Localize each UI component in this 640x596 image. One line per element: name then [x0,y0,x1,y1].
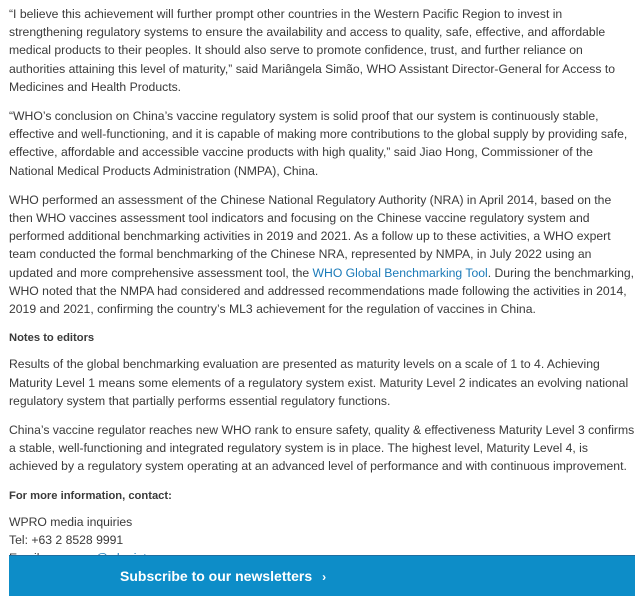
assessment-paragraph [9,191,635,318]
contact-org: WPRO media inquiries [9,514,133,529]
maturity-levels-paragraph: Results of the global benchmarking evaluation are presented as maturity levels on a scale of 1 to 4. Achieving Maturity Level 1 means some elements of a regulatory system exist. Maturity Level 2 indicates an evolving national regulatory system that partially performs essential regulatory functions. [9,357,629,408]
assessment-text-start: WHO performed an assessment of the Chinese National Regulatory Authority (NRA) in April 2014, based on the then WHO vaccines assessment tool indicators and focusing on the Chinese vaccine regulatory system and performed additional benchmarking activities in 2019 and 2021. As a follow up to these activities, a WHO expert team conducted the formal benchmarking of the Chinese NRA, represented by NMPA, in July 2022 using an updated and more comprehensive assessment tool, the [9,192,612,280]
maturity-level-3-paragraph: China’s vaccine regulator reaches new WHO rank to ensure safety, quality & effectiveness Maturity Level 3 confirms a stable, well-functioning and integrated regulatory system is in place. The highest level, Maturity Level 4, is achieved by a regulatory system operating at an advanced level of performance and with continuous improvement. [9,423,635,474]
newsletter-banner[interactable] [9,555,635,596]
chevron-right-icon: › [322,570,327,584]
quote-paragraph-simao: “I believe this achievement will further prompt other countries in the Western Pacific Region to invest in strengthening regulatory systems to ensure the availability and access to quality, safe, effective, and affordable medical products to their peoples. It should also serve to promote confidence, trust, and further reliance on authorities attaining this level of maturity,” said Mariângela Simão, WHO Assistant Director-General for Access to Medicines and Health Products. [9,7,616,94]
quote-paragraph-jiao: “WHO’s conclusion on China’s vaccine regulatory system is solid proof that our system is continuously stable, effective and well-functioning, and it is capable of making more contributions to the global supply by providing safe, effective, affordable and accessible vaccine products with high quality,” said Jiao Hong, Commissioner of the National Medical Products Administration (NMPA), China. [9,109,628,178]
article-body [9,5,635,567]
global-benchmarking-tool-link[interactable]: WHO Global Benchmarking Tool [312,265,488,280]
subscribe-newsletter-button[interactable] [120,567,326,586]
contact-tel: Tel: +63 2 8528 9991 [9,533,124,548]
assessment-text-end: . During the benchmarking, WHO noted that the NMPA had considered and addressed recommendations made following the activities in 2014, 2019 and 2021, confirming the country’s ML3 achievement for the regulation of vaccines in China. [9,265,635,317]
subscribe-label: Subscribe to our newsletters [120,568,313,584]
notes-to-editors-heading: Notes to editors [9,332,95,345]
contact-heading: For more information, contact: [9,489,172,502]
